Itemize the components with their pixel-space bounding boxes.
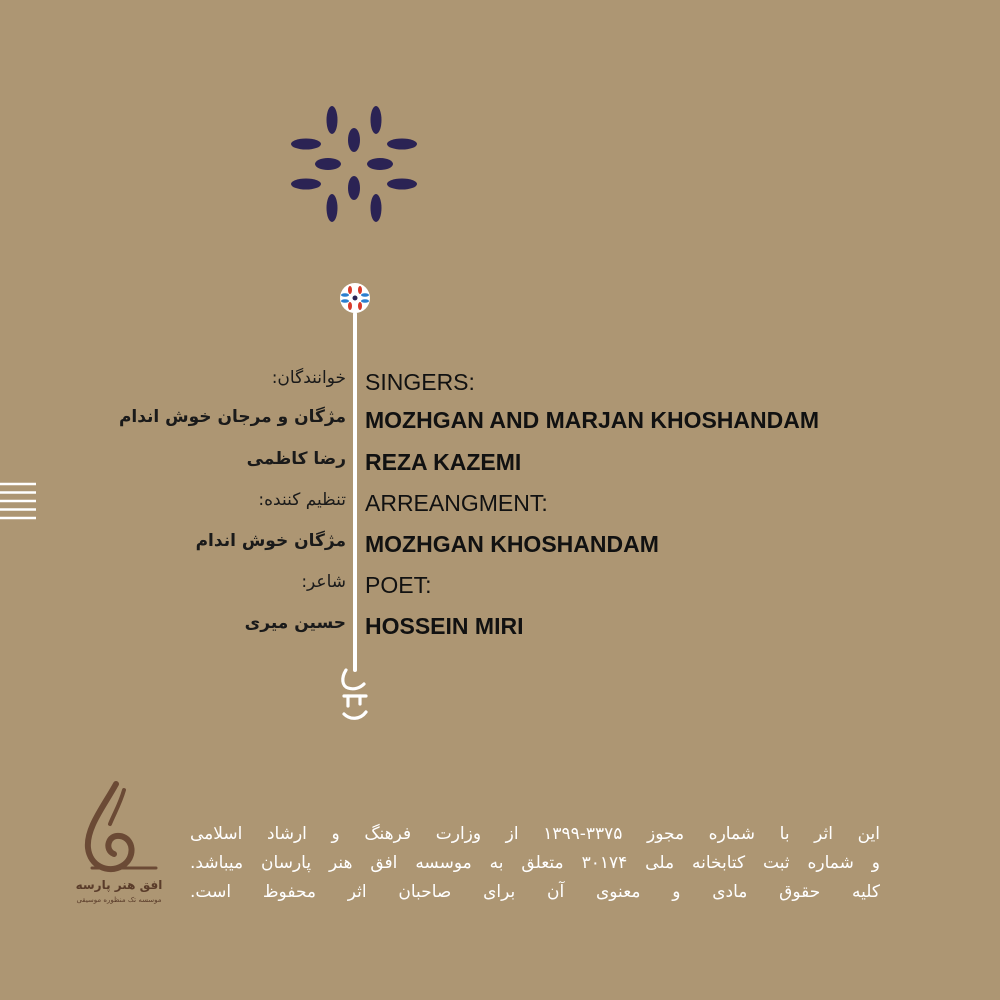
- arrangement-label-fa: تنظیم کننده:: [258, 490, 346, 510]
- singers-label-fa: خوانندگان:: [271, 368, 346, 388]
- arranger-en: MOZHGAN KHOSHANDAM: [365, 531, 659, 557]
- singers-fa: مژگان و مرجان خوش اندام: [118, 407, 346, 427]
- second-singer-fa: رضا کاظمی: [246, 449, 346, 469]
- singers-label-en: SINGERS:: [365, 369, 475, 395]
- second-singer-en: REZA KAZEMI: [365, 449, 522, 475]
- poet-label-en: POET:: [365, 572, 432, 598]
- horizontal-lines-icon: [0, 482, 36, 520]
- poet-label-fa: شاعر:: [301, 572, 346, 592]
- ofogh-honar-logo-icon: [64, 780, 174, 912]
- logo-subtitle: موسسه تک منظوره موسیقی: [76, 896, 162, 904]
- divider-stem: [353, 312, 357, 672]
- logo-name: افق هنر پارسه: [75, 878, 163, 892]
- arranger-fa: مژگان خوش اندام: [195, 531, 346, 551]
- poet-fa: حسین میری: [244, 613, 346, 633]
- copyright-line-3: کلیه حقوق مادی و معنوی آن برای صاحبان اثر محفوظ است.: [190, 882, 880, 902]
- copyright-notice: [190, 820, 880, 907]
- arrangement-label-en: ARREANGMENT:: [365, 490, 548, 516]
- copyright-line-2: و شماره ثبت کتابخانه ملی ۳۰۱۷۴ متعلق به موسسه افق هنر پارسان میباشد.: [190, 853, 880, 873]
- singers-en: MOZHGAN AND MARJAN KHOSHANDAM: [365, 407, 820, 433]
- poet-en: HOSSEIN MIRI: [365, 613, 524, 639]
- calligraphy-mark-icon: [338, 664, 372, 722]
- petal-rosette-icon: [288, 98, 420, 230]
- copyright-line-1: این اثر با شماره مجوز ۳۳۷۵-۱۳۹۹ از وزارت فرهنگ و ارشاد اسلامی: [190, 824, 880, 844]
